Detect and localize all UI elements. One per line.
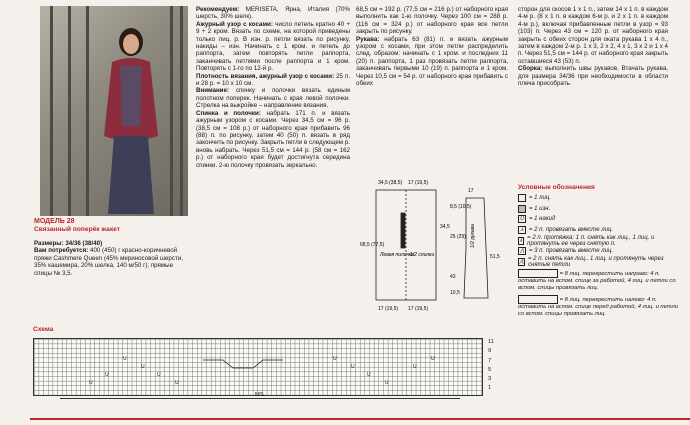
label-sleeve-a: 8,5 (10,5) (450, 204, 472, 210)
svg-text:U: U (431, 356, 435, 362)
chart-row-numbers (488, 338, 494, 394)
legend-item (518, 214, 678, 225)
sleeves-para: Рукава: набрать 63 (81) п. и вязать ажурным узором с косами, при этом петли распределить след. образом: начинать с 1 кром. и последних 11 (20) п. раппорта, 1 раз провязать петли раппорта, заканчивать первыми 10 (19) п. раппорта и 1 кром. Через 10,5 см = 54 р. от наборного края прибавить с обеих (356, 35, 508, 88)
model-title: МОДЕЛЬ 28 (34, 218, 75, 225)
label-sleeve-half: 1/2 рукава (470, 224, 476, 248)
label-sleeve-d: 43 (450, 274, 456, 280)
svg-text:U: U (105, 372, 109, 378)
svg-text:U: U (413, 364, 417, 370)
label-right-top: 34,5 (440, 224, 450, 230)
row-number: 7 (488, 357, 492, 364)
label-left-top: 34,5 (38,5) (378, 180, 403, 186)
label-sleeve-c: 51,5 (490, 254, 500, 260)
svg-text:U: U (333, 356, 337, 362)
legend-text: = 3 п. провязать вместе лиц. (529, 248, 614, 255)
back-cont-para: 68,5 см = 192 р. (77,5 см = 216 р.) от наборного края выполнить как 1-ю полочку. Через 100 см = 288 р. (116 см = 324 р.) от наборного края все петли закрыть по рисунку. (356, 6, 508, 36)
legend-symbol-icon: ⅄ (518, 226, 526, 234)
legend-cable-left: = 8 лиц. перекрестить налево: 4 п. оставить на вспом. спице перед работой, 4 лиц. и петли со вспом. спицы провязать лиц. (518, 295, 678, 318)
legend-symbol-icon: U (518, 215, 526, 223)
svg-text:U: U (157, 372, 161, 378)
legend-text: = 1 накид (529, 216, 556, 223)
legend-text: = 2 п. провязать вместе лиц. (529, 227, 614, 234)
legend-text: = 1 лиц. (529, 195, 551, 202)
legend-symbol-icon: ⋀ (519, 248, 525, 255)
sleeves-cont-para: сторон для скосов 1 х 1 п., затем 14 х 1 п. в каждом 4-м р. (8 х 1 п. в каждом 6-м р. и 2 х 1 п. в каждом 4-м р.), включая прибавленные петли в узор = 93 (103) п. Через 43 см = 120 р. от наборного края закрыть с обеих сторон для оката рукава 1 х 4 п., затем в каждом 2-м р. 1 х 3, 2 х 2, 4 х 1, 3 х 2 и 1 х 4 п. Через 51,5 см = 144 р. от наборного края закрыть оставшиеся 43 (53) п. (518, 6, 668, 65)
model-photo (40, 6, 188, 216)
row-number: 1 (488, 385, 492, 392)
label-left-piece: Левая полочка (380, 252, 415, 258)
instructions-col-3 (356, 6, 508, 87)
label-half-back: 1/2 спинки (410, 252, 435, 258)
legend-item (518, 257, 678, 268)
cable-right-icon (518, 269, 558, 278)
row-number: 9 (488, 348, 492, 355)
sizes: Размеры: 34/36 (38/40) (34, 240, 103, 247)
bottom-rule (30, 418, 690, 420)
row-number: 5 (488, 366, 492, 373)
legend-title: Условные обозначения (518, 184, 595, 191)
svg-text:U: U (175, 380, 179, 386)
svg-text:U: U (123, 356, 127, 362)
assembly-para: Сборка: выполнить швы рукавов. Втачать рукава, для размера 34/36 при необходимости в области плеча присобрать. (518, 65, 668, 88)
legend-item (518, 204, 678, 215)
label-left-side: 68,5 (77,5) (360, 242, 385, 248)
row-number: 3 (488, 376, 492, 383)
label-mid-top: 17 (19,5) (408, 180, 429, 186)
cable-left-icon (518, 295, 558, 304)
legend-symbol-icon: ⋀ (519, 258, 524, 265)
legend-symbol-icon (518, 205, 526, 213)
pattern-diagram (356, 168, 506, 318)
model-info (34, 218, 192, 277)
row-number: 11 (488, 339, 495, 345)
attention-para: Внимание: спинку и полочки вязать единым полотном поперек. Начинать с края левой полочки. Стрелка на выкройке – направление вязания. (196, 87, 350, 110)
chart-symbols (33, 338, 481, 394)
rapport-line (60, 398, 460, 399)
recommend-para: Рекомендуем: MERISETA, Ярна, Италия (70% шерсть, 30% шелк). (196, 6, 350, 21)
svg-text:U: U (141, 364, 145, 370)
legend-cable-right: = 8 лиц. перекрестить направо: 4 п. оставить на вспом. спице за работой, 4 лиц. и петли со вспом. спицы провязать лиц. (518, 269, 678, 292)
svg-text:U: U (367, 372, 371, 378)
legend-text: = 1 изн. (529, 205, 551, 212)
lace-para: Ажурный узор с косами: число петель кратно 40 + 9 + 2 кром. Вязать по схеме, на которой приведены только лиц. р. В изн. р. петли вязать по рисунку, накиды – изн. Начинать с 1 кром. и петель до раппорта, затем повторять петли раппорта, заканчивать петлями после раппорта и 1 кром. Повторять с 1-го по 12-й р. (196, 20, 350, 73)
label-sleeve-e: 10,5 (450, 290, 460, 296)
legend-symbol-icon: λ (519, 237, 523, 244)
label-bottom-left: 17 (19,5) (378, 306, 399, 312)
legend-text: = 2 п. снять как лиц., 1 лиц. и протянуть через снятые петли (528, 255, 664, 268)
legend-items (518, 193, 678, 267)
svg-text:U: U (351, 364, 355, 370)
legend-text: = 2 п. протяжка: 1 п. снять как лиц., 1 лиц. и протянуть ее через снятую п. (527, 234, 655, 247)
sleeve-pattern-outline (464, 198, 488, 298)
instructions-col-4 (518, 6, 668, 87)
back-para: Спинка и полочки: набрать 171 п. и вязать ажурным узором с косами. Через 34,5 см = 96 р. (38,5 см = 108 р.) от наборного края прибавить 96 (88) п. по рисунку, затем 40 (50) п. вязать в ряд закончить по рисунку. Закрыть петли в следующем р. вновь набрать. Через 51,5 см = 144 р. (58 см = 162 р.) от наборного края будет достигнута середина спинки. 2-ю полочку провязать зеркально. (196, 109, 350, 169)
scheme-label: Схема (33, 326, 54, 333)
model-figure (100, 26, 162, 216)
label-sleeve-top: 17 (468, 188, 474, 194)
instructions-col-2 (196, 6, 350, 169)
label-sleeve-b: 25 (29) (450, 234, 466, 240)
legend-item (518, 235, 678, 246)
label-bottom-mid: 17 (19,5) (408, 306, 429, 312)
density-para: Плотность вязания, ажурный узор с косами: 25 п. и 28 р. = 10 х 10 см. (196, 72, 350, 88)
legend-item (518, 193, 678, 204)
svg-text:U: U (89, 380, 93, 386)
materials: Вам потребуется: 400 (450) г красно-коричневой пряжи Cashmere Queen (45% мериносовой шерсти, 35% кашемира, 20% шелка, 140 м/50 г); прямые спицы № 3,5. (34, 247, 183, 277)
svg-text:U: U (385, 380, 389, 386)
legend-symbol-icon (518, 194, 526, 202)
model-subtitle: Связанный поперёк жакет (34, 226, 120, 233)
rapport-label: MS (255, 392, 264, 398)
legend (518, 184, 678, 318)
